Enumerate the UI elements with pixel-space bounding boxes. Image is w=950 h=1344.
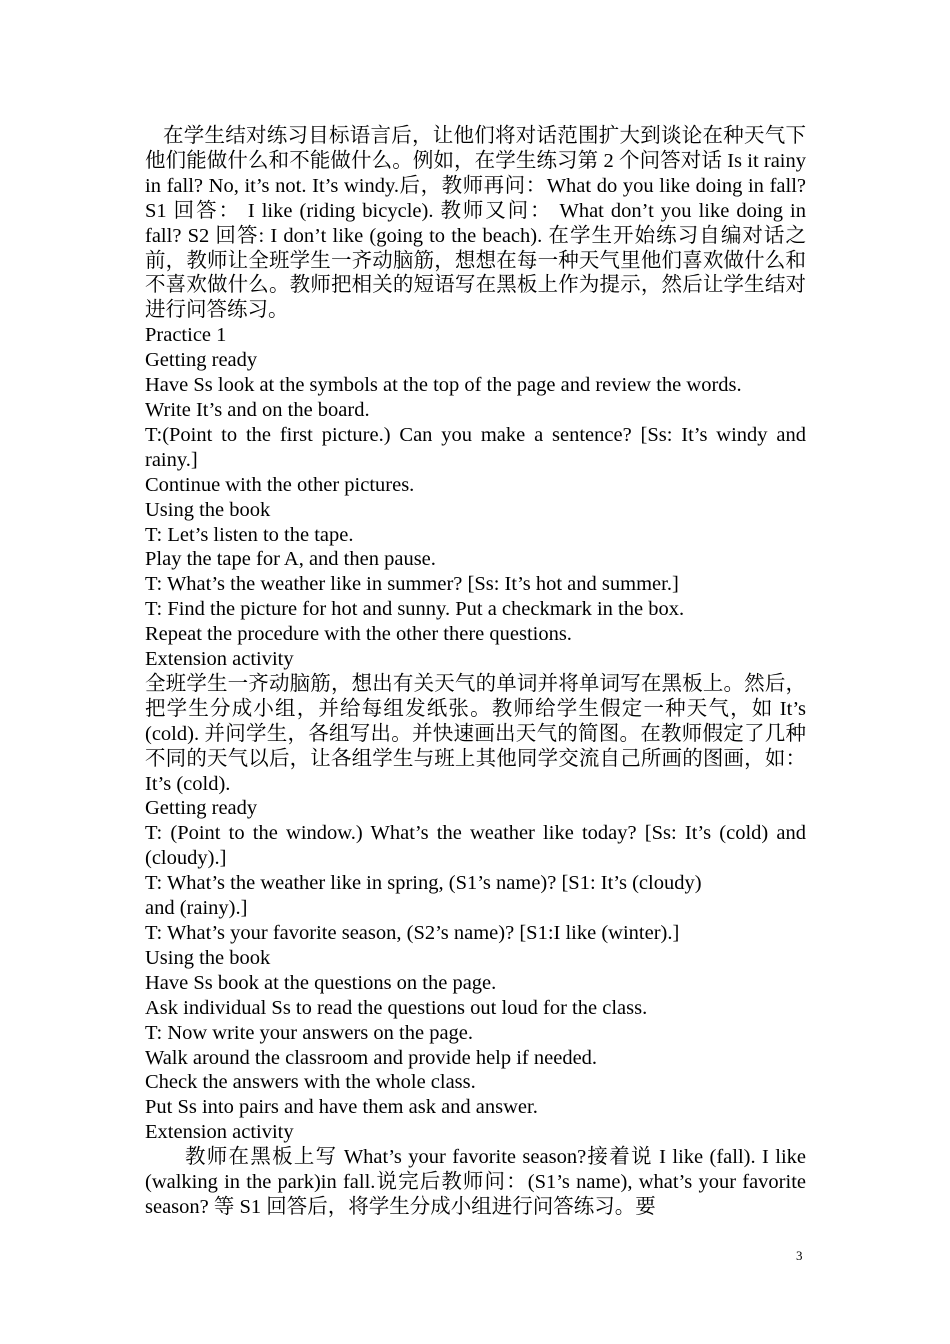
- text-line: Check the answers with the whole class.: [145, 1071, 476, 1094]
- text-line: T: What’s your favorite season, (S2’s name)? [S1:I like (winter).]: [145, 922, 680, 944]
- heading-getting-ready: Getting ready: [145, 797, 258, 820]
- text-line: Repeat the procedure with the other there questions.: [145, 623, 572, 646]
- heading-practice-1: Practice 1: [145, 324, 227, 347]
- paragraph-extension-2: 教师在黑板上写 What’s your favorite season?接着说 I like (fall). I like (walking in the park)in fall.说完后教师问：(S1’s name), what’s your favorite season? 等 S1 回答后，将学生分成小组进行问答练习。要: [145, 1146, 806, 1218]
- text-line: T: What’s the weather like in spring, (S1’s name)? [S1: It’s (cloudy): [145, 872, 702, 895]
- heading-extension-activity: Extension activity: [145, 648, 294, 671]
- text-line: Play the tape for A, and then pause.: [145, 548, 436, 571]
- text-line: T: What’s the weather like in summer? [Ss: It’s hot and summer.]: [145, 573, 679, 596]
- text-line: Walk around the classroom and provide help if needed.: [145, 1046, 598, 1069]
- text-line: Have Ss book at the questions on the page.: [145, 971, 497, 994]
- text-line: and (rainy).]: [145, 897, 248, 920]
- text-line: Write It’s and on the board.: [145, 398, 370, 421]
- text-line: Continue with the other pictures.: [145, 473, 415, 496]
- text-line: T: Now write your answers on the page.: [145, 1021, 474, 1044]
- text-line: T:(Point to the first picture.) Can you make a sentence? [Ss: It’s windy and rainy.]: [145, 423, 806, 471]
- text-line: Have Ss look at the symbols at the top of the page and review the words.: [145, 374, 742, 397]
- text-line: T: (Point to the window.) What’s the weather like today? [Ss: It’s (cold) and (cloudy).]: [145, 822, 806, 870]
- text-line: Put Ss into pairs and have them ask and answer.: [145, 1096, 538, 1119]
- page-number: 3: [796, 1248, 803, 1263]
- paragraph-intro: 在学生结对练习目标语言后，让他们将对话范围扩大到谈论在种天气下他们能做什么和不能做什么。例如，在学生练习第 2 个问答对话 Is it rainy in fall? No, it’s not. It’s windy.后，教师再问：What do you like doing in fall? S1 回答： I like (riding bicycle). 教师又问： What don’t you like doing in fall? S2 回答: I don’t like (going to the beach). 在学生开始练习自编对话之前，教师让全班学生一齐动脑筋，想想在每一种天气里他们喜欢做什么和不喜欢做什么。教师把相关的短语写在黑板上作为提示，然后让学生结对进行问答练习。: [145, 125, 806, 322]
- text-line: T: Find the picture for hot and sunny. Put a checkmark in the box.: [145, 598, 685, 621]
- heading-extension-activity: Extension activity: [145, 1121, 294, 1144]
- text-line: Ask individual Ss to read the questions out loud for the class.: [145, 996, 648, 1019]
- text-line: T: Let’s listen to the tape.: [145, 523, 354, 546]
- paragraph-extension-1: 全班学生一齐动脑筋，想出有关天气的单词并将单词写在黑板上。然后，把学生分成小组，并给每组发纸张。教师给学生假定一种天气，如 It’s (cold). 并问学生，各组写出。并快速画出天气的简图。在教师假定了几种不同的天气以后，让各组学生与班上其他同学交流自己所画的图画，如：It’s (cold).: [145, 672, 806, 795]
- heading-getting-ready: Getting ready: [145, 349, 258, 372]
- heading-using-the-book: Using the book: [145, 946, 271, 969]
- heading-using-the-book: Using the book: [145, 498, 271, 521]
- document-body: [145, 124, 806, 1220]
